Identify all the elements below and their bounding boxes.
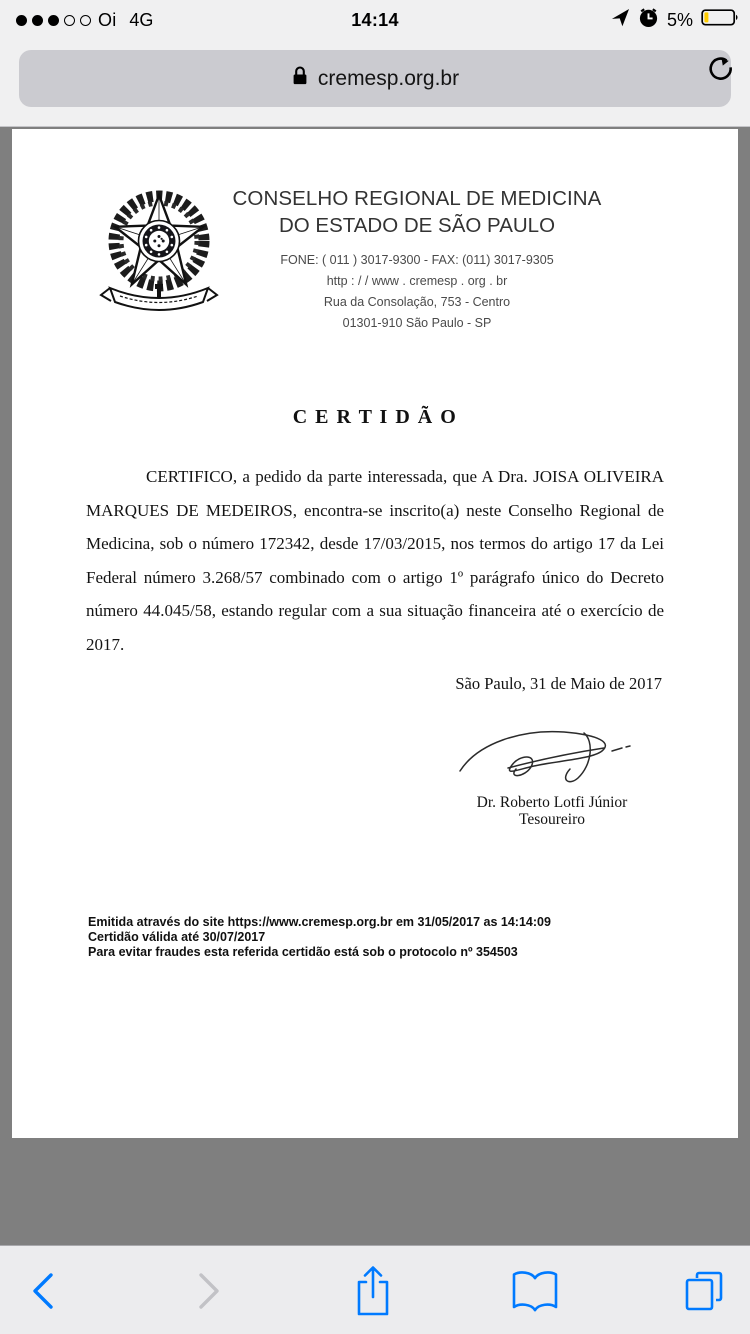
signer-role: Tesoureiro [518, 811, 586, 828]
location-arrow-icon [611, 8, 630, 32]
org-name-line2: DO ESTADO DE SÃO PAULO [278, 214, 556, 237]
signer-name: Dr. Roberto Lotfi Júnior [476, 794, 628, 811]
org-contact-block [230, 250, 604, 334]
battery-icon [701, 8, 740, 32]
footer-line-emitted: Emitida através do site https://www.cremesp.org.br em 31/05/2017 as 14:14:09 [88, 915, 551, 929]
signature-scribble [452, 721, 652, 789]
status-right-cluster [611, 7, 740, 33]
lock-icon [291, 65, 309, 92]
tabs-icon[interactable] [674, 1246, 734, 1334]
footer-line-protocol: Para evitar fraudes esta referida certidão está sob o protocolo nº 354503 [88, 944, 518, 959]
signature-block [412, 721, 692, 828]
browser-chrome [0, 40, 750, 127]
certificate-date-line: São Paulo, 31 de Maio de 2017 [455, 674, 662, 693]
url-text: cremesp.org.br [317, 66, 460, 90]
share-icon[interactable] [343, 1246, 403, 1334]
certificate-title: C E R T I D Ã O [292, 406, 458, 428]
org-website: http : / / www . cremesp . org . br [326, 274, 508, 288]
certificate-footer [88, 915, 648, 959]
safari-toolbar [0, 1245, 750, 1334]
status-time: 14:14 [351, 9, 399, 30]
org-name-line1: CONSELHO REGIONAL DE MEDICINA [232, 187, 602, 210]
org-phone-fax: FONE: ( 011 ) 3017-9300 - FAX: (011) 3017-9305 [280, 253, 554, 267]
back-button[interactable] [12, 1246, 72, 1334]
address-bar[interactable] [19, 50, 731, 107]
certificate-page [12, 129, 738, 1138]
footer-line-validity: Certidão válida até 30/07/2017 [88, 929, 266, 944]
brazil-coat-of-arms-logo [98, 179, 220, 326]
org-address: Rua da Consolação, 753 - Centro [323, 295, 511, 309]
reload-button[interactable] [705, 53, 737, 85]
forward-button[interactable] [180, 1246, 240, 1334]
carrier-label: Oi [98, 9, 117, 30]
org-header [230, 187, 604, 334]
battery-percent-label: 5% [666, 9, 693, 30]
status-bar [0, 0, 750, 40]
web-content-area [0, 128, 750, 1245]
network-type-label: 4G [129, 9, 154, 30]
alarm-clock-icon [638, 7, 659, 33]
certificate-body: CERTIFICO, a pedido da parte interessada, que A Dra. JOISA OLIVEIRA MARQUES DE MEDEIROS, encontra-se inscrito(a) neste Conselho Regional de Medicina, sob o número 172342, desde 17/03/2015, nos termos do artigo 17 da Lei Federal número 3.268/57 combinado com o artigo 1º parágrafo único do Decreto número 44.045/58, estando regular com a sua situação financeira até o exercício de 2017. [86, 467, 664, 654]
bookmarks-icon[interactable] [505, 1246, 565, 1334]
org-zip-city: 01301-910 São Paulo - SP [342, 316, 492, 330]
